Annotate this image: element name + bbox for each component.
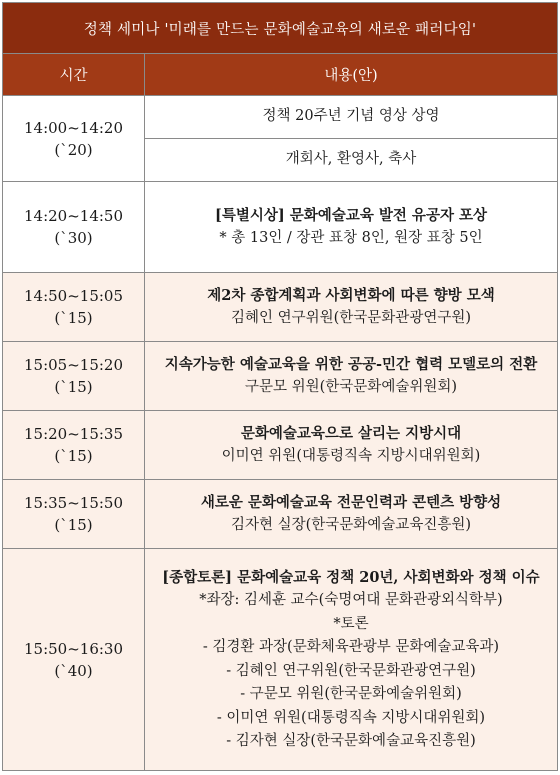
schedule-row (3, 96, 558, 139)
session-title: 제2차 종합계획과 사회변화에 따른 향방 모색 (207, 286, 495, 304)
duration: (`15) (54, 378, 93, 396)
session-title: [특별시상] 문화예술교육 발전 유공자 포상 (214, 206, 488, 224)
session-speaker: 구문모 위원(한국문화예술위원회) (244, 379, 458, 395)
time-range: 15:50~16:30 (23, 639, 124, 658)
header-row (3, 54, 558, 96)
time-range: 14:50~15:05 (23, 287, 124, 305)
panelist: - 구문모 위원(한국문화예술위원회) (240, 686, 462, 702)
schedule-row (3, 342, 558, 411)
duration: (`15) (54, 516, 93, 534)
panelist: - 김혜인 연구위원(한국문화관광연구원) (226, 662, 476, 679)
time-cell (3, 411, 145, 480)
content-cell (145, 182, 558, 273)
time-range: 14:20~14:50 (23, 207, 124, 225)
time-range: 15:20~15:35 (23, 425, 124, 443)
panelist: - 이미연 위원(대통령직속 지방시대위원회) (216, 709, 486, 726)
time-range: 15:05~15:20 (23, 356, 124, 374)
content-column-header: 내용(안) (145, 54, 558, 96)
duration: (`40) (54, 661, 93, 680)
duration: (`15) (54, 447, 93, 465)
duration: (`20) (54, 140, 93, 159)
content-cell (145, 480, 558, 549)
time-column-header: 시간 (3, 54, 145, 96)
discussion-chair: *좌장: 김세훈 교수(숙명여대 문화관광외식학부) (199, 592, 503, 608)
session-title: 문화예술교육으로 살리는 지방시대 (240, 424, 462, 442)
time-cell (3, 96, 145, 182)
session-speaker: 이미연 위원(대통령직속 지방시대위원회) (221, 448, 481, 464)
session-title: [종합토론] 문화예술교육 정책 20년, 사회변화와 정책 이슈 (162, 568, 540, 586)
schedule-row (3, 480, 558, 549)
panelist: - 김자현 실장(한국문화예술교육진흥원) (226, 733, 476, 749)
seminar-title: 정책 세미나 '미래를 만드는 문화예술교육의 새로운 패러다임' (3, 3, 558, 54)
seminar-schedule-table (2, 2, 558, 771)
content-cell (145, 342, 558, 411)
schedule-row (3, 273, 558, 342)
time-cell (3, 480, 145, 549)
schedule-row (3, 549, 558, 771)
content-item: 개회사, 환영사, 축사 (145, 139, 558, 182)
content-cell (145, 549, 558, 771)
time-range: 15:35~15:50 (23, 494, 124, 512)
time-cell (3, 273, 145, 342)
panelist: - 김경환 과장(문화체육관광부 문화예술교육과) (202, 639, 500, 655)
schedule-row (3, 411, 558, 480)
session-title: 지속가능한 예술교육을 위한 공공-민간 협력 모델로의 전환 (164, 355, 538, 373)
discussion-label: *토론 (333, 615, 369, 632)
session-speaker: 김자현 실장(한국문화예술교육진흥원) (230, 517, 472, 533)
content-cell (145, 273, 558, 342)
time-cell (3, 182, 145, 273)
time-range: 14:00~14:20 (23, 118, 124, 137)
schedule-row (3, 182, 558, 273)
time-cell (3, 342, 145, 411)
session-title: 새로운 문화예술교육 전문인력과 콘텐츠 방향성 (200, 493, 502, 511)
duration: (`30) (54, 229, 93, 247)
content-item: 정책 20주년 기념 영상 상영 (145, 96, 558, 139)
duration: (`15) (54, 309, 93, 327)
title-row (3, 3, 558, 54)
session-speaker: 김혜인 연구위원(한국문화관광연구원) (230, 310, 472, 326)
time-cell (3, 549, 145, 771)
session-detail: * 총 13인 / 장관 표창 8인, 원장 표창 5인 (219, 230, 483, 246)
content-cell (145, 411, 558, 480)
